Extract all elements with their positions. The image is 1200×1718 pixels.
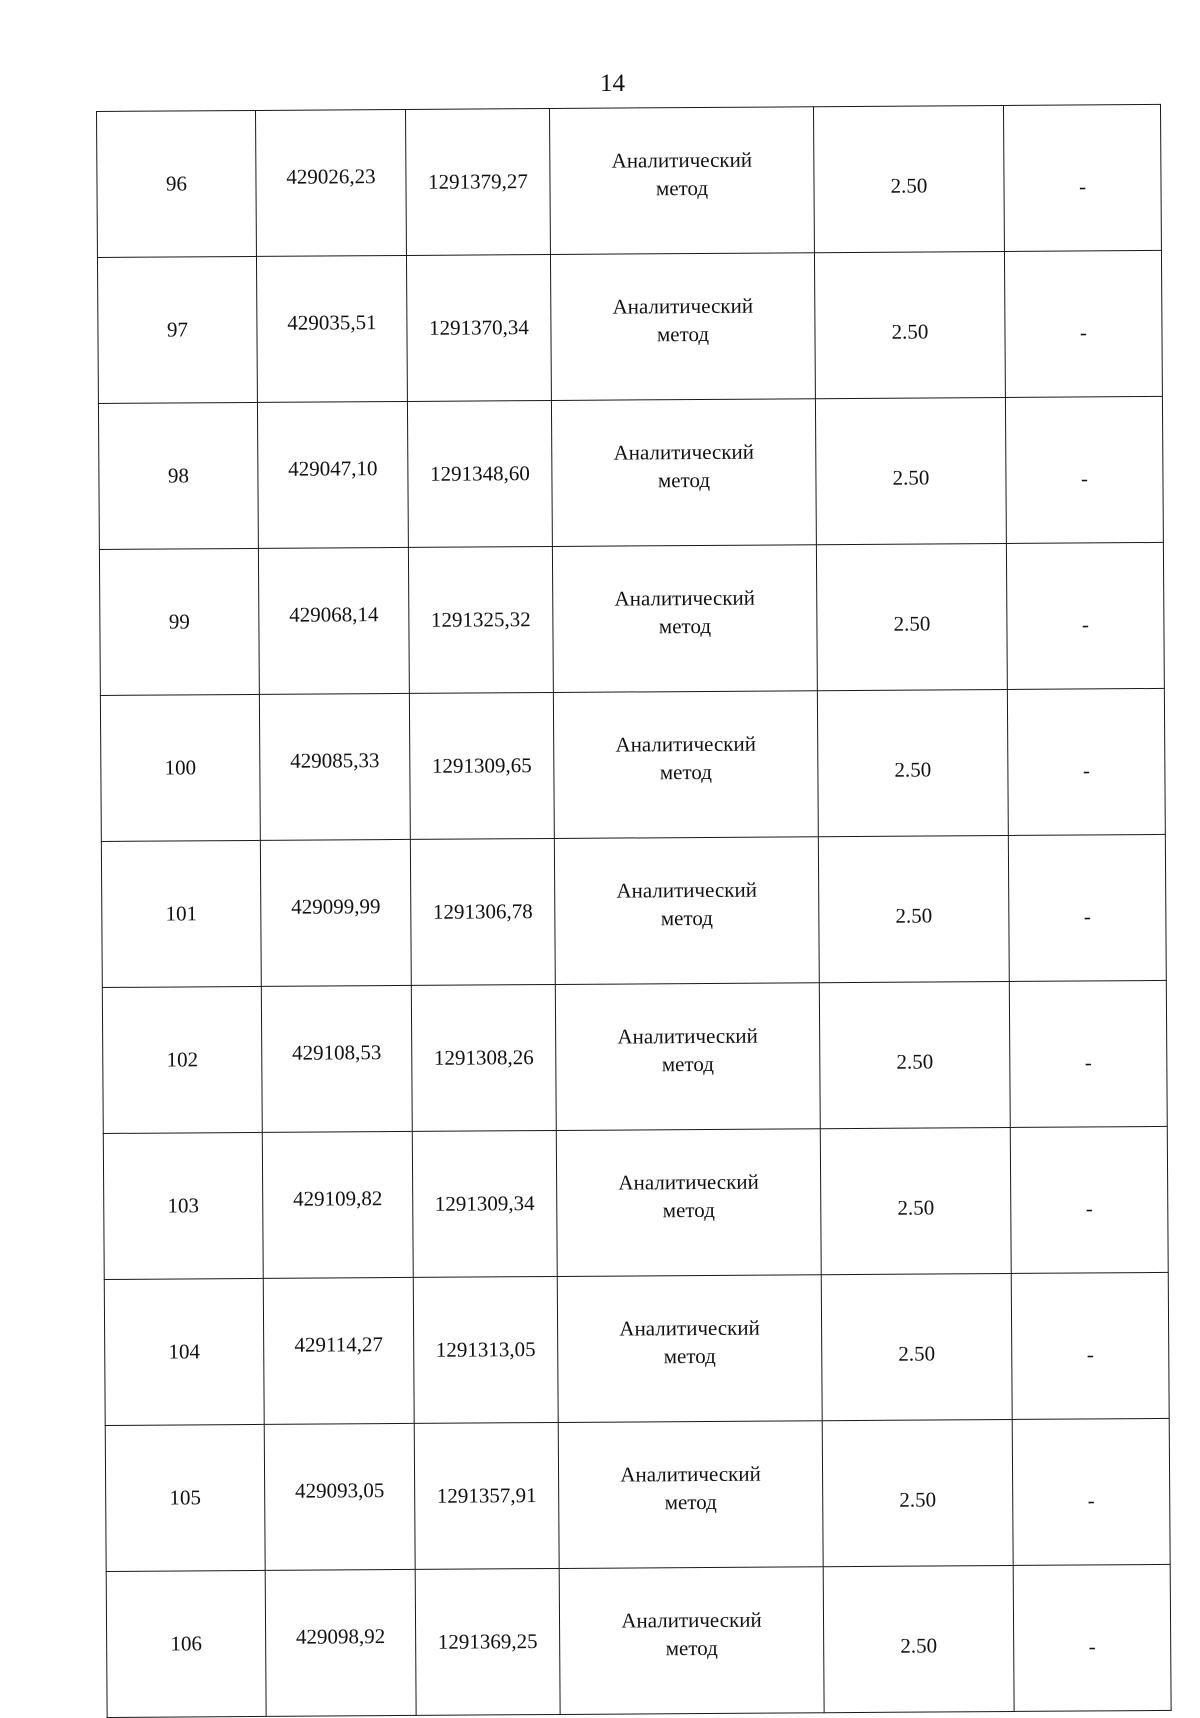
- method-cell: [551, 399, 816, 547]
- point-number: 104: [104, 1278, 264, 1425]
- method-line-2: метод: [660, 905, 713, 930]
- accuracy-value: 2.50: [815, 397, 1006, 544]
- method-line-2: метод: [663, 1343, 716, 1368]
- coordinate-y: 1291309,65: [409, 692, 554, 839]
- method-line-1: Аналитический: [616, 877, 757, 903]
- accuracy-value: 2.50: [814, 251, 1005, 398]
- point-number: 101: [101, 840, 261, 987]
- accuracy-value: 2.50: [816, 543, 1007, 690]
- coordinate-x: 429098,92: [265, 1569, 416, 1716]
- extra-cell: -: [1003, 104, 1161, 251]
- table-row: [98, 396, 1163, 549]
- method-line-2: метод: [662, 1197, 715, 1222]
- extra-cell: -: [1004, 250, 1162, 397]
- method-cell: [558, 1421, 823, 1569]
- method-line-2: метод: [656, 321, 710, 346]
- method-line-1: Аналитический: [615, 731, 757, 757]
- method-line-2: метод: [657, 467, 711, 492]
- accuracy-value: 2.50: [817, 689, 1008, 836]
- method-cell: [552, 545, 817, 693]
- coordinate-y: 1291309,34: [412, 1130, 557, 1277]
- table-row: [101, 834, 1166, 987]
- method-line-2: метод: [661, 1051, 714, 1076]
- coordinate-x: 429068,14: [258, 547, 409, 694]
- page-number: 14: [600, 70, 625, 97]
- accuracy-value: 2.50: [818, 835, 1009, 982]
- point-number: 99: [99, 548, 259, 695]
- extra-cell: -: [1006, 542, 1164, 689]
- accuracy-value: 2.50: [822, 1419, 1013, 1566]
- coordinate-y: 1291313,05: [413, 1276, 558, 1423]
- coordinate-y: 1291370,34: [406, 254, 551, 401]
- coordinate-x: 429099,99: [260, 839, 411, 986]
- extra-cell: -: [1012, 1418, 1170, 1565]
- method-line-2: метод: [658, 613, 712, 638]
- table-row: [102, 980, 1167, 1133]
- coordinate-x: 429108,53: [261, 985, 412, 1132]
- accuracy-value: 2.50: [820, 1127, 1011, 1274]
- coordinate-x: 429026,23: [255, 109, 406, 256]
- coordinate-y: 1291379,27: [405, 108, 550, 255]
- method-line-1: Аналитический: [617, 1023, 758, 1049]
- extra-cell: -: [1007, 688, 1165, 835]
- coordinate-x: 429109,82: [262, 1131, 413, 1278]
- accuracy-value: 2.50: [821, 1273, 1012, 1420]
- table-row: [106, 1564, 1171, 1717]
- method-cell: [556, 1129, 821, 1277]
- coordinate-x: 429035,51: [256, 255, 407, 402]
- accuracy-value: 2.50: [819, 981, 1010, 1128]
- method-line-1: Аналитический: [613, 439, 755, 465]
- coordinate-y: 1291325,32: [408, 546, 553, 693]
- point-number: 97: [97, 256, 257, 403]
- method-cell: [550, 253, 815, 401]
- extra-cell: -: [1008, 834, 1166, 981]
- method-cell: [559, 1567, 824, 1715]
- coordinate-x: 429047,10: [257, 401, 408, 548]
- point-number: 98: [98, 402, 258, 549]
- coordinate-x: 429114,27: [263, 1277, 414, 1424]
- method-cell: [555, 983, 820, 1131]
- accuracy-value: 2.50: [813, 105, 1004, 252]
- method-line-1: Аналитический: [611, 147, 753, 173]
- table-row: [103, 1126, 1168, 1279]
- point-number: 102: [102, 986, 262, 1133]
- method-cell: [549, 107, 814, 255]
- method-line-1: Аналитический: [612, 293, 754, 319]
- table-row: [99, 542, 1164, 695]
- extra-cell: -: [1009, 980, 1167, 1127]
- coordinate-y: 1291369,25: [415, 1568, 560, 1715]
- method-line-1: Аналитический: [620, 1461, 761, 1487]
- method-line-1: Аналитический: [619, 1315, 760, 1341]
- point-number: 103: [103, 1132, 263, 1279]
- extra-cell: -: [1013, 1564, 1171, 1711]
- extra-cell: -: [1010, 1126, 1168, 1273]
- point-number: 96: [97, 110, 257, 257]
- method-line-2: метод: [665, 1635, 718, 1660]
- method-line-1: Аналитический: [618, 1169, 759, 1195]
- method-line-2: метод: [655, 175, 709, 200]
- coordinate-x: 429093,05: [264, 1423, 415, 1570]
- coordinates-table: [96, 104, 1172, 1718]
- coordinate-y: 1291357,91: [414, 1422, 559, 1569]
- coordinate-y: 1291348,60: [407, 400, 552, 547]
- point-number: 106: [106, 1570, 266, 1717]
- method-line-2: метод: [659, 759, 713, 784]
- method-cell: [554, 837, 819, 985]
- point-number: 100: [100, 694, 260, 841]
- table-row: [104, 1272, 1169, 1425]
- table-row: [97, 250, 1162, 403]
- table-row: [97, 104, 1162, 257]
- accuracy-value: 2.50: [823, 1565, 1014, 1712]
- table-row: [100, 688, 1165, 841]
- coordinate-y: 1291306,78: [410, 838, 555, 985]
- extra-cell: -: [1011, 1272, 1169, 1419]
- method-cell: [557, 1275, 822, 1423]
- extra-cell: -: [1005, 396, 1163, 543]
- coordinate-y: 1291308,26: [411, 984, 556, 1131]
- point-number: 105: [105, 1424, 265, 1571]
- method-line-2: метод: [664, 1489, 717, 1514]
- table-row: [105, 1418, 1170, 1571]
- method-line-1: Аналитический: [621, 1607, 762, 1633]
- coordinate-x: 429085,33: [259, 693, 410, 840]
- method-cell: [553, 691, 818, 839]
- method-line-1: Аналитический: [614, 585, 756, 611]
